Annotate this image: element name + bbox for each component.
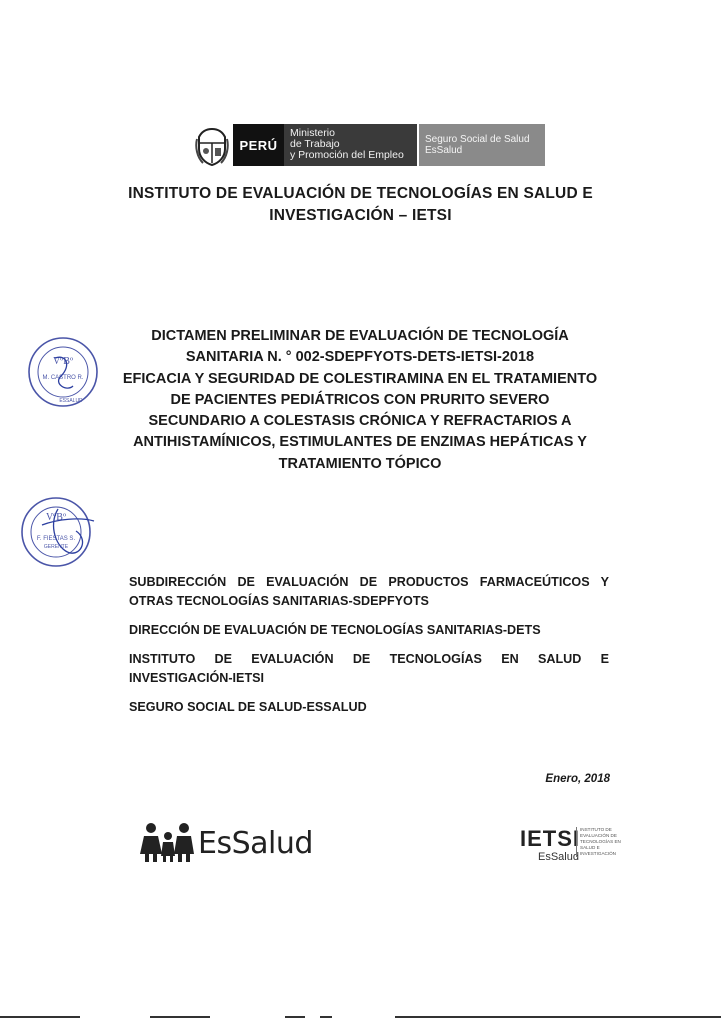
- ministry-logo: [284, 124, 417, 166]
- stamp-vb-text: VºBº: [45, 512, 67, 523]
- ministry-line: Ministerio: [290, 127, 335, 139]
- seguro-line: EsSalud: [425, 145, 463, 156]
- directorate-line: INVESTIGACIÓN-IETSI: [129, 671, 265, 685]
- institute-title-line: INVESTIGACIÓN – IETSI: [269, 207, 452, 224]
- directorate-line: INSTITUTO DE EVALUACIÓN DE TECNOLOGÍAS EN SALUD E: [129, 652, 609, 666]
- scan-edge-line: [0, 1015, 721, 1019]
- dictamen-line: SANITARIA N. ° 002-SDEPFYOTS-DETS-IETSI-2018: [185, 349, 535, 366]
- essalud-family-icon: [140, 822, 196, 862]
- stamp-role-text: GERENTE: [43, 544, 69, 550]
- ietsi-side-line: INVESTIGACIÓN: [580, 851, 616, 856]
- directorate-line: SEGURO SOCIAL DE SALUD-ESSALUD: [129, 700, 367, 714]
- ministry-line: y Promoción del Empleo: [290, 149, 404, 161]
- stamp-name-text: M. CASTRO R.: [42, 375, 84, 381]
- dictamen-title: [110, 326, 610, 475]
- directorates-list: [129, 573, 609, 727]
- ietsi-side-line: INSTITUTO DE: [580, 827, 612, 832]
- directorate-seguro: [129, 698, 609, 717]
- peru-label: PERÚ: [239, 137, 278, 153]
- dictamen-line: EFICACIA Y SEGURIDAD DE COLESTIRAMINA EN EL TRATAMIENTO: [122, 370, 598, 387]
- ietsi-logo-text: IETSI: [520, 826, 581, 851]
- directorate-line: DIRECCIÓN DE EVALUACIÓN DE TECNOLOGÍAS SANITARIAS-DETS: [129, 623, 541, 637]
- stamp-name-text: F. FIESTAS S.: [36, 536, 76, 542]
- ietsi-side-line: EVALUACIÓN DE: [580, 833, 617, 838]
- directorate-direccion: [129, 621, 609, 640]
- institute-title: [100, 183, 621, 227]
- dictamen-line: DE PACIENTES PEDIÁTRICOS CON PRURITO SEVERO: [170, 391, 550, 408]
- peru-logo: [233, 124, 284, 166]
- dictamen-line: ANTIHISTAMÍNICOS, ESTIMULANTES DE ENZIMAS HEPÁTICAS Y: [133, 434, 587, 451]
- directorate-instituto: [129, 650, 609, 688]
- dictamen-line: SECUNDARIO A COLESTASIS CRÓNICA Y REFRACTARIOS A: [148, 413, 572, 430]
- ietsi-side-line: TECNOLOGÍAS EN: [580, 839, 621, 844]
- essalud-logo-text: EsSalud: [198, 826, 313, 861]
- document-date: Enero, 2018: [545, 773, 610, 785]
- seguro-line: Seguro Social de Salud: [425, 134, 530, 145]
- stamp-vb-text: VºBº: [52, 356, 74, 367]
- ietsi-logo-side-text: [576, 827, 630, 857]
- directorate-line: OTRAS TECNOLOGÍAS SANITARIAS-SDEPFYOTS: [129, 594, 429, 608]
- stamp-org-text: ESSALUD: [59, 398, 83, 404]
- dictamen-line: DICTAMEN PRELIMINAR DE EVALUACIÓN DE TECNOLOGÍA: [151, 328, 569, 344]
- ietsi-logo-subtext: EsSalud: [538, 851, 579, 863]
- directorate-subdireccion: [129, 573, 609, 611]
- ietsi-side-line: SALUD E: [580, 845, 600, 850]
- institute-title-line: INSTITUTO DE EVALUACIÓN DE TECNOLOGÍAS EN SALUD E: [128, 185, 593, 202]
- approval-stamp-fiestas: [18, 495, 96, 569]
- ministry-line: de Trabajo: [290, 138, 340, 150]
- peru-coat-of-arms-icon: [195, 127, 229, 167]
- seguro-social-logo: [419, 124, 545, 166]
- dictamen-line: TRATAMIENTO TÓPICO: [278, 455, 442, 472]
- approval-stamp-castro: [27, 336, 99, 408]
- directorate-line: SUBDIRECCIÓN DE EVALUACIÓN DE PRODUCTOS FARMACEÚTICOS Y: [129, 575, 609, 589]
